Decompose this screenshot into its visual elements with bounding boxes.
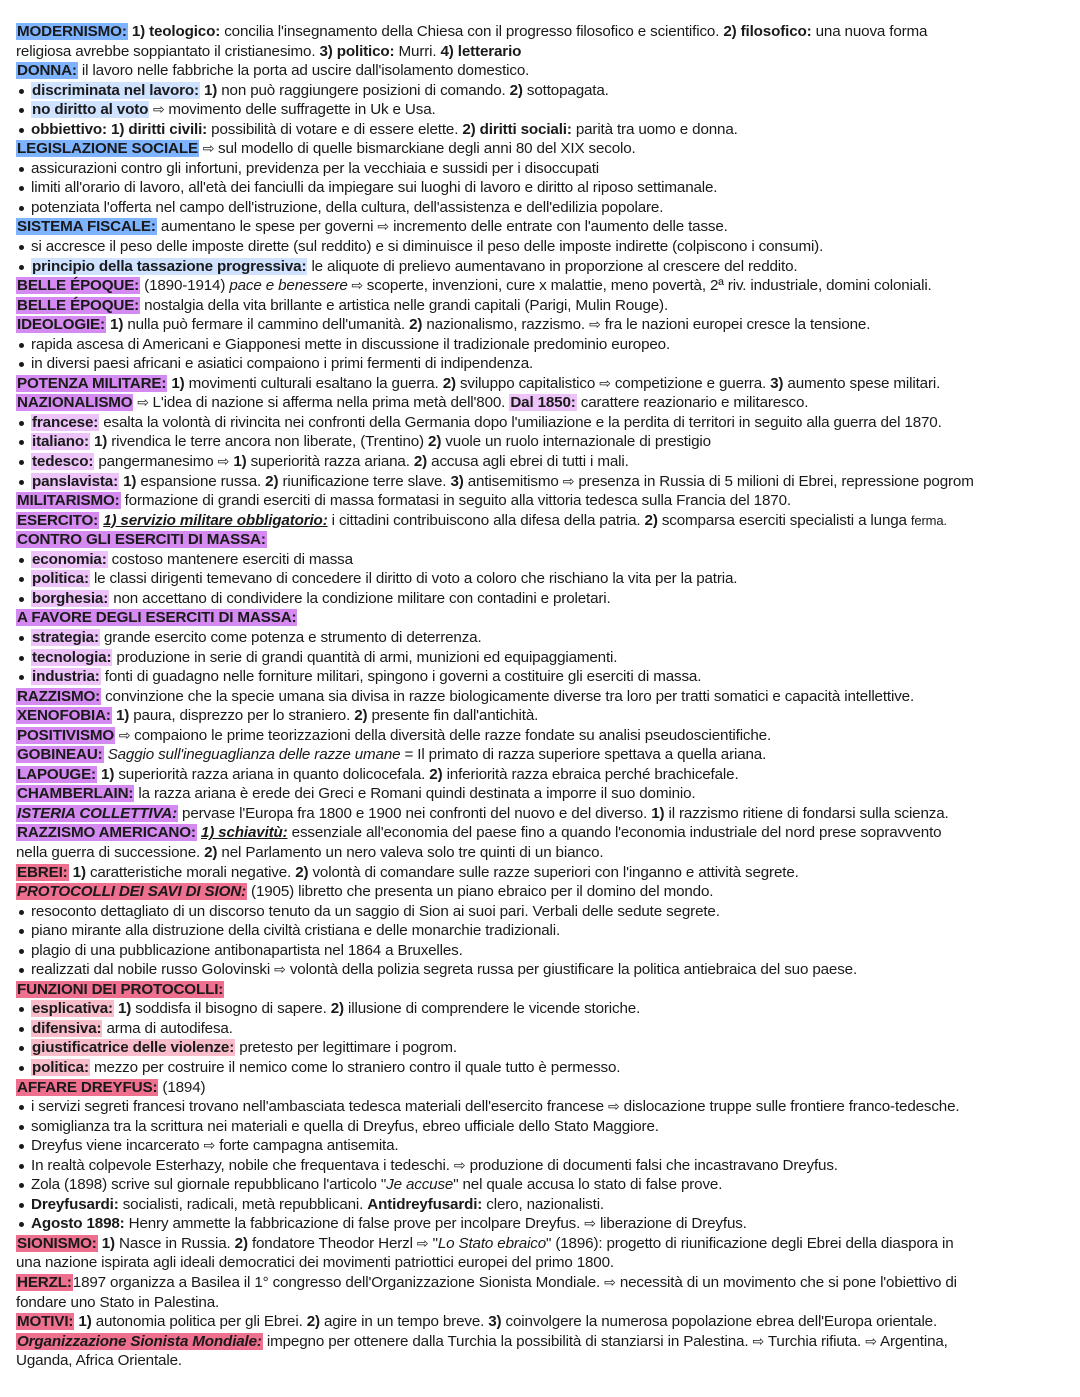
- text-run: il lavoro nelle fabbriche la porta ad uscire dall'isolamento domestico.: [77, 62, 530, 80]
- text-run: 1) diritti civili:: [111, 120, 208, 138]
- note-line: [16, 1253, 1068, 1273]
- note-line: [16, 765, 1068, 785]
- highlighted-term: esplicativa:: [32, 1000, 113, 1018]
- text-run: pangermanesimo: [94, 453, 218, 471]
- text-run: 3): [770, 374, 784, 392]
- highlighted-term: DONNA:: [17, 62, 77, 80]
- note-line: [16, 217, 1068, 237]
- note-line: [16, 726, 1068, 746]
- text-run: 1): [651, 804, 665, 822]
- note-line: [16, 42, 1068, 62]
- text-run: una nuova forma: [811, 23, 928, 40]
- note-line: [16, 530, 1068, 550]
- text-run: somiglianza tra la scrittura nei materiali e quella di Dreyfus, ebreo ufficiale dello Stato Maggiore.: [31, 1117, 659, 1135]
- note-line: [16, 1293, 1068, 1313]
- text-run: 3): [450, 472, 464, 490]
- bullet-line: [16, 1117, 1068, 1137]
- highlighted-term: EBREI:: [17, 863, 68, 881]
- note-line: [16, 1312, 1068, 1332]
- highlighted-term: POSITIVISMO: [17, 726, 115, 744]
- highlighted-term: RAZZISMO:: [17, 687, 101, 705]
- highlighted-term: HERZL:: [17, 1274, 72, 1291]
- note-line: [16, 511, 1068, 531]
- text-run: 4) letterario: [440, 42, 522, 60]
- text-run: 1): [101, 765, 115, 783]
- text-run: agire in un tempo breve.: [319, 1313, 489, 1331]
- bullet-line: [16, 198, 1068, 218]
- highlighted-term: Dal 1850:: [510, 394, 576, 412]
- text-run: clero, nazionalisti.: [482, 1195, 604, 1213]
- highlighted-term: tedesco:: [32, 453, 94, 471]
- highlighted-term: italiano:: [32, 433, 89, 451]
- highlighted-term: politica:: [32, 1058, 89, 1076]
- text-run: realizzati dal nobile russo Golovinski: [31, 961, 275, 979]
- note-line: [16, 745, 1068, 765]
- note-line: [16, 882, 1068, 902]
- highlighted-term: no diritto al voto: [32, 101, 149, 119]
- bullet-line: [16, 1195, 1068, 1215]
- text-run: pervase l'Europa fra 1800 e 1900 nei confronti del nuovo e del diverso.: [177, 804, 652, 822]
- text-run: 1): [110, 316, 124, 334]
- highlighted-term: POTENZA MILITARE:: [17, 374, 167, 392]
- highlighted-term: Organizzazione Sionista Mondiale:: [17, 1332, 262, 1350]
- note-line: [16, 1078, 1068, 1098]
- note-line: [16, 784, 1068, 804]
- text-run: vuole un ruolo internazionale di prestigio: [441, 433, 711, 451]
- text-run: Henry ammette la fabbricazione di false prove per incolpare Dreyfus.: [124, 1215, 585, 1233]
- text-run: fra le nazioni europei cresce la tensione.: [600, 316, 871, 334]
- arrow-icon: ⇨: [589, 316, 601, 333]
- arrow-icon: ⇨: [416, 1234, 429, 1251]
- text-run: esalta la volontà di rivincita nei confronti della Germania dopo l'umiliazione e la perdita di territori in seguito alla guerra del 1870.: [99, 413, 942, 431]
- text-run: 2): [295, 863, 309, 881]
- text-run: forte campagna antisemita.: [215, 1137, 399, 1155]
- bullet-line: [16, 452, 1068, 472]
- text-run: movimento delle suffragette in Uk e Usa.: [168, 101, 436, 119]
- text-run: Dreyfusardi:: [31, 1195, 119, 1213]
- arrow-icon: ⇨: [377, 218, 390, 235]
- text-run: formazione di grandi eserciti di massa formatasi in seguito alla vittoria tedesca sulla Francia del 1870.: [120, 492, 791, 510]
- note-line: [16, 1273, 1068, 1293]
- text-run: 1): [171, 374, 185, 392]
- text-run: 1): [78, 1313, 92, 1331]
- highlighted-term: MOTIVI:: [17, 1313, 74, 1331]
- arrow-icon: ⇨: [604, 1274, 616, 1290]
- text-run: Saggio sull'ineguaglianza delle razze umane: [107, 746, 401, 764]
- bullet-line: [16, 472, 1068, 492]
- arrow-icon: ⇨: [865, 1332, 877, 1349]
- text-run: religiosa avrebbe soppiantato il cristianesimo.: [16, 42, 320, 60]
- text-run: movimenti culturali esaltano la guerra.: [184, 374, 443, 392]
- text-run: fondatore Theodor Herzl: [247, 1234, 417, 1252]
- text-run: obbiettivo:: [31, 120, 107, 138]
- text-run: ": [428, 1234, 438, 1252]
- text-run: dislocazione truppe sulle frontiere franco-tedesche.: [619, 1098, 960, 1116]
- bullet-line: [16, 628, 1068, 648]
- highlighted-term: PROTOCOLLI DEI SAVI DI SION:: [17, 883, 246, 901]
- bullet-line: [16, 921, 1068, 941]
- bullet-line: [16, 1038, 1068, 1058]
- text-run: coinvolgere la numerosa popolazione ebrea dell'Europa orientale.: [501, 1313, 938, 1331]
- text-run: pace e benessere: [229, 277, 348, 295]
- highlighted-term: francese:: [32, 413, 99, 431]
- bullet-line: [16, 902, 1068, 922]
- text-run: 2): [265, 472, 279, 490]
- text-run: piano mirante alla distruzione della civiltà cristiana e delle monarchie tradizionali.: [31, 922, 561, 940]
- text-run: scomparsa eserciti specialisti a lunga: [657, 511, 911, 529]
- bullet-line: [16, 1214, 1068, 1234]
- note-line: [16, 276, 1068, 296]
- bullet-line: [16, 1156, 1068, 1176]
- highlighted-term: SISTEMA FISCALE:: [17, 218, 156, 236]
- text-run: 1): [101, 1234, 115, 1252]
- text-run: 2): [354, 707, 368, 725]
- text-run: accusa agli ebrei di tutti i mali.: [427, 453, 629, 471]
- note-line: [16, 823, 1068, 843]
- bullet-line: [16, 1136, 1068, 1156]
- text-run: nazionalismo, razzismo.: [422, 316, 590, 334]
- bullet-line: [16, 550, 1068, 570]
- note-line: [16, 61, 1068, 81]
- bullet-line: [16, 178, 1068, 198]
- text-run: nel Parlamento un nero valeva solo tre quinti di un bianco.: [217, 843, 604, 861]
- text-run: (1905) libretto che presenta un piano ebraico per il domino del mondo.: [246, 883, 714, 901]
- highlighted-term: RAZZISMO AMERICANO:: [17, 824, 196, 842]
- highlighted-term: BELLE ÉPOQUE:: [17, 296, 140, 314]
- text-run: fonti di guadagno nelle forniture militari, spingono i governi a costituire gli eserciti di massa.: [100, 668, 702, 686]
- note-line: [16, 843, 1068, 863]
- text-run: illusione di comprendere le vicende storiche.: [343, 1000, 641, 1018]
- bullet-line: [16, 1175, 1068, 1195]
- bullet-line: [16, 335, 1068, 355]
- text-run: limiti all'orario di lavoro, all'età dei fanciulli da impiegare sui luoghi di lavoro e diritto al riposo settimanale.: [31, 179, 718, 197]
- highlighted-term: difensiva:: [32, 1019, 102, 1037]
- text-run: 1) teologico:: [131, 23, 221, 40]
- text-run: espansione russa.: [136, 472, 266, 490]
- text-run: il razzismo ritiene di fondarsi sulla scienza.: [664, 804, 949, 822]
- text-run: 1) servizio militare obbligatorio:: [103, 511, 328, 529]
- bullet-line: [16, 960, 1068, 980]
- text-run: impegno per ottenere dalla Turchia la possibilità di stanziarsi in Palestina.: [262, 1332, 753, 1350]
- text-run: fondare uno Stato in Palestina.: [16, 1293, 220, 1311]
- note-line: [16, 393, 1068, 413]
- text-run: socialisti, radicali, metà repubblicani.: [118, 1195, 368, 1213]
- text-run: 1): [115, 707, 130, 725]
- text-run: nulla può fermare il cammino dell'umanità.: [123, 316, 410, 334]
- highlighted-term: giustificatrice delle violenze:: [32, 1039, 235, 1057]
- text-run: presente fin dall'antichità.: [367, 707, 539, 725]
- text-run: resoconto dettagliato di un discorso tenuto da un saggio di Sion ai suoi pari. Verbali delle sedute segrete.: [31, 902, 720, 920]
- bullet-line: [16, 1058, 1068, 1078]
- text-run: produzione di documenti falsi che incastravano Dreyfus.: [465, 1156, 838, 1174]
- bullet-line: [16, 589, 1068, 609]
- arrow-icon: ⇨: [217, 453, 230, 470]
- text-run: 2): [442, 374, 456, 392]
- arrow-icon: ⇨: [198, 140, 219, 157]
- text-run: Nasce in Russia.: [114, 1234, 235, 1252]
- text-run: 2): [234, 1234, 248, 1252]
- note-line: [16, 1332, 1068, 1352]
- bullet-line: [16, 159, 1068, 179]
- highlighted-term: LAPOUGE:: [17, 765, 96, 783]
- note-line: [16, 608, 1068, 628]
- bullet-line: [16, 81, 1068, 101]
- study-notes-page: [16, 22, 1068, 1371]
- text-run: 2) diritti sociali:: [462, 120, 572, 138]
- text-run: volontà di comandare sulle razze superiori con l'inganno e attività segrete.: [308, 863, 799, 881]
- text-run: L'idea di nazione si afferma nella prima metà dell'800.: [152, 394, 510, 412]
- text-run: caratteristiche morali negative.: [85, 863, 296, 881]
- arrow-icon: ⇨: [584, 1215, 596, 1232]
- text-run: non accettano di condividere la condizione militare con contadini e proletari.: [109, 589, 611, 607]
- highlighted-term: economia:: [32, 550, 107, 568]
- text-run: i cittadini contribuiscono alla difesa della patria.: [327, 511, 645, 529]
- highlighted-term: NAZIONALISMO: [17, 394, 133, 412]
- bullet-line: [16, 569, 1068, 589]
- note-line: [16, 687, 1068, 707]
- text-run: la razza ariana è erede dei Greci e Romani quindi destinata a imporre il suo dominio.: [134, 785, 696, 803]
- note-line: [16, 1234, 1068, 1254]
- text-run: 3): [488, 1313, 502, 1331]
- highlighted-term: strategia:: [32, 628, 99, 646]
- highlighted-term: A FAVORE DEGLI ESERCITI DI MASSA:: [17, 609, 297, 627]
- note-line: [16, 139, 1068, 159]
- bullet-line: [16, 941, 1068, 961]
- text-run: aumento spese militari.: [783, 374, 941, 392]
- text-run: Murri.: [394, 42, 441, 60]
- bullet-line: [16, 100, 1068, 120]
- bullet-line: [16, 667, 1068, 687]
- text-run: competizione e guerra.: [610, 374, 771, 392]
- note-line: [16, 374, 1068, 394]
- text-run: presenza in Russia di 5 milioni di Ebrei, repressione pogrom: [574, 472, 974, 490]
- text-run: le aliquote di prelievo aumentavano in proporzione al crescere del reddito.: [307, 257, 798, 275]
- text-run: (1890-1914): [140, 277, 230, 295]
- highlighted-term: CONTRO GLI ESERCITI DI MASSA:: [17, 531, 266, 549]
- text-run: = Il primato di razza superiore spettava a quella ariana.: [400, 746, 767, 764]
- text-run: " nel quale accusa lo stato di false prove.: [453, 1176, 723, 1194]
- note-line: [16, 296, 1068, 316]
- text-run: 1): [203, 81, 218, 99]
- text-run: scoperte, invenzioni, cure x malattie, meno povertà, 2ª riv. industriale, domini coloniali.: [366, 277, 932, 295]
- text-run: liberazione di Dreyfus.: [595, 1215, 747, 1233]
- bullet-line: [16, 120, 1068, 140]
- bullet-line: [16, 648, 1068, 668]
- text-run: non può raggiungere posizioni di comando.: [217, 81, 510, 99]
- highlighted-term: SIONISMO:: [17, 1234, 97, 1252]
- text-run: assicurazioni contro gli infortuni, previdenza per la vecchiaia e sussidi per i disoccupati: [31, 159, 599, 177]
- bullet-line: [16, 432, 1068, 452]
- text-run: antisemitismo: [463, 472, 563, 490]
- highlighted-term: borghesia:: [32, 589, 109, 607]
- arrow-icon: ⇨: [203, 1137, 216, 1154]
- arrow-icon: ⇨: [347, 277, 367, 294]
- text-run: volontà della polizia segreta russa per giustificare la politica antiebraica del suo paese.: [285, 961, 858, 979]
- text-run: sul modello di quelle bismarckiane degli anni 80 del XIX secolo.: [218, 140, 636, 158]
- text-run: ferma.: [910, 512, 947, 528]
- text-run: 1): [93, 433, 108, 451]
- highlighted-term: principio della tassazione progressiva:: [32, 257, 307, 275]
- text-run: i servizi segreti francesi trovano nell'ambasciata tedesca materiali dell'esercito francese: [31, 1098, 608, 1116]
- text-run: produzione in serie di grandi quantità di armi, munizioni ed equipaggiamenti.: [112, 648, 618, 666]
- note-line: [16, 491, 1068, 511]
- highlighted-term: MODERNISMO:: [17, 23, 127, 40]
- text-run: 2): [428, 433, 442, 451]
- text-run: carattere reazionario e militaresco.: [576, 394, 809, 412]
- bullet-line: [16, 1019, 1068, 1039]
- text-run: inferiorità razza ebraica perché brachicefale.: [442, 765, 739, 783]
- note-line: [16, 1351, 1068, 1371]
- arrow-icon: ⇨: [133, 394, 153, 411]
- text-run: Turchia rifiuta.: [764, 1332, 866, 1350]
- text-run: Argentina,: [876, 1332, 948, 1350]
- note-line: [16, 706, 1068, 726]
- highlighted-term: ISTERIA COLLETTIVA:: [17, 804, 177, 822]
- text-run: si accresce il peso delle imposte dirette (sul reddito) e si diminuisce il peso delle imposte indirette (colpiscono i consumi).: [31, 238, 824, 256]
- text-run: Antidreyfusardi:: [367, 1195, 483, 1213]
- text-run: Zola (1898) scrive sul giornale repubblicano l'articolo ": [31, 1176, 387, 1194]
- text-run: 2): [306, 1313, 320, 1331]
- note-line: [16, 22, 1068, 42]
- text-run: 2): [330, 1000, 344, 1018]
- text-run: 2): [204, 843, 218, 861]
- bullet-line: [16, 237, 1068, 257]
- arrow-icon: ⇨: [115, 726, 135, 743]
- highlighted-term: panslavista:: [32, 472, 118, 490]
- text-run: riunificazione terre slave.: [278, 472, 451, 490]
- text-run: Agosto 1898:: [31, 1215, 125, 1233]
- text-run: 2) filosofico:: [723, 23, 812, 40]
- text-run: costoso mantenere eserciti di massa: [107, 550, 353, 568]
- text-run: 2): [413, 453, 428, 471]
- text-run: Lo Stato ebraico: [437, 1234, 547, 1252]
- highlighted-term: MILITARISMO:: [17, 492, 120, 510]
- note-line: [16, 980, 1068, 1000]
- highlighted-term: IDEOLOGIE:: [17, 316, 105, 334]
- highlighted-term: FUNZIONI DEI PROTOCOLLI:: [17, 980, 224, 998]
- arrow-icon: ⇨: [562, 472, 575, 489]
- highlighted-term: CHAMBERLAIN:: [17, 785, 134, 803]
- arrow-icon: ⇨: [453, 1156, 466, 1173]
- text-run: 3) politico:: [319, 42, 395, 60]
- text-run: plagio di una pubblicazione antibonapartista nel 1864 a Bruxelles.: [31, 941, 463, 959]
- highlighted-term: BELLE ÉPOQUE:: [17, 277, 140, 295]
- text-run: " (1896): progetto di riunificazione degli Ebrei della diaspora in: [546, 1234, 954, 1252]
- bullet-line: [16, 354, 1068, 374]
- text-run: incremento delle entrate con l'aumento delle tasse.: [389, 218, 728, 236]
- text-run: 1897 organizza a Basilea il 1° congresso dell'Organizzazione Sionista Mondiale.: [72, 1274, 605, 1291]
- text-run: 1) schiavitù:: [200, 824, 288, 842]
- text-run: rivendica le terre ancora non liberate, (Trentino): [107, 433, 429, 451]
- text-run: Uganda, Africa Orientale.: [16, 1352, 182, 1370]
- text-run: sviluppo capitalistico: [455, 374, 600, 392]
- bullet-line: [16, 257, 1068, 277]
- bullet-line: [16, 413, 1068, 433]
- arrow-icon: ⇨: [599, 374, 611, 391]
- text-run: 2): [409, 316, 423, 334]
- text-run: una nazione ispirata agli ideali democratici dei movimenti patriottici europei del primo 1800.: [16, 1254, 614, 1272]
- text-run: Je accuse: [386, 1176, 454, 1194]
- highlighted-term: LEGISLAZIONE SOCIALE: [17, 140, 198, 158]
- arrow-icon: ⇨: [149, 101, 169, 118]
- arrow-icon: ⇨: [608, 1098, 620, 1115]
- highlighted-term: XENOFOBIA:: [17, 707, 111, 725]
- note-line: [16, 315, 1068, 335]
- text-run: essenziale all'economia del paese fino a quando l'economia industriale del nord prese sopravvento: [287, 824, 942, 842]
- text-run: potenziata l'offerta nel campo dell'istruzione, della cultura, dell'assistenza e dell'edilizia popolare.: [31, 198, 664, 216]
- text-run: In realtà colpevole Esterhazy, nobile che frequentava i tedeschi.: [31, 1156, 454, 1174]
- text-run: 1): [123, 472, 137, 490]
- bullet-line: [16, 1097, 1068, 1117]
- text-run: pretesto per legittimare i pogrom.: [235, 1039, 457, 1057]
- text-run: paura, disprezzo per lo straniero.: [129, 707, 355, 725]
- text-run: necessità di un movimento che si pone l'obiettivo di: [615, 1274, 957, 1291]
- text-run: 1): [118, 1000, 132, 1018]
- text-run: compaiono le prime teorizzazioni della diversità delle razze fondate su analisi pseudoscientifiche.: [134, 726, 772, 744]
- text-run: concilia l'insegnamento della Chiesa con il progresso filosofico e scientifico.: [220, 23, 724, 40]
- highlighted-term: ESERCITO:: [17, 511, 99, 529]
- text-run: possibilità di votare e di essere elette.: [207, 120, 463, 138]
- text-run: rapida ascesa di Americani e Giapponesi mette in discussione il tradizionale predominio europeo.: [31, 335, 671, 353]
- highlighted-term: AFFARE DREYFUS:: [17, 1078, 158, 1096]
- highlighted-term: tecnologia:: [32, 648, 112, 666]
- text-run: nella guerra di successione.: [16, 843, 205, 861]
- highlighted-term: industria:: [32, 668, 100, 686]
- arrow-icon: ⇨: [274, 961, 286, 978]
- text-run: 2): [644, 511, 658, 529]
- highlighted-term: politica:: [32, 570, 89, 588]
- text-run: autonomia politica per gli Ebrei.: [91, 1313, 307, 1331]
- text-run: parità tra uomo e donna.: [571, 120, 738, 138]
- text-run: mezzo per costruire il nemico come lo straniero contro il quale tutto è permesso.: [89, 1058, 621, 1076]
- text-run: sottopagata.: [522, 81, 609, 99]
- text-run: superiorità razza ariana.: [246, 453, 414, 471]
- text-run: in diversi paesi africani e asiatici compaiono i primi fermenti di indipendenza.: [31, 355, 534, 373]
- text-run: aumentano le spese per governi: [156, 218, 378, 236]
- text-run: convinzione che la specie umana sia divisa in razze biologicamente diverse tra loro per tratti somatici e capacità intellettive.: [101, 687, 915, 705]
- text-run: superiorità razza ariana in quanto dolicocefala.: [114, 765, 430, 783]
- text-run: arma di autodifesa.: [102, 1019, 233, 1037]
- text-run: grande esercito come potenza e strumento di deterrenza.: [99, 628, 482, 646]
- text-run: 1): [72, 863, 86, 881]
- highlighted-term: GOBINEAU:: [17, 746, 103, 764]
- note-line: [16, 863, 1068, 883]
- arrow-icon: ⇨: [752, 1332, 765, 1349]
- text-run: nostalgia della vita brillante e artistica nelle grandi capitali (Parigi, Mulin Rouge).: [140, 296, 669, 314]
- text-run: 2): [429, 765, 443, 783]
- text-run: (1894): [158, 1078, 206, 1096]
- text-run: Dreyfus viene incarcerato: [31, 1137, 204, 1155]
- highlighted-term: discriminata nel lavoro:: [32, 81, 199, 99]
- note-line: [16, 804, 1068, 824]
- text-run: le classi dirigenti temevano di concedere il diritto di voto a coloro che rischiano la vita per la patria.: [89, 570, 738, 588]
- text-run: 1): [233, 453, 247, 471]
- bullet-line: [16, 999, 1068, 1019]
- text-run: 2): [509, 81, 523, 99]
- text-run: soddisfa il bisogno di sapere.: [131, 1000, 331, 1018]
